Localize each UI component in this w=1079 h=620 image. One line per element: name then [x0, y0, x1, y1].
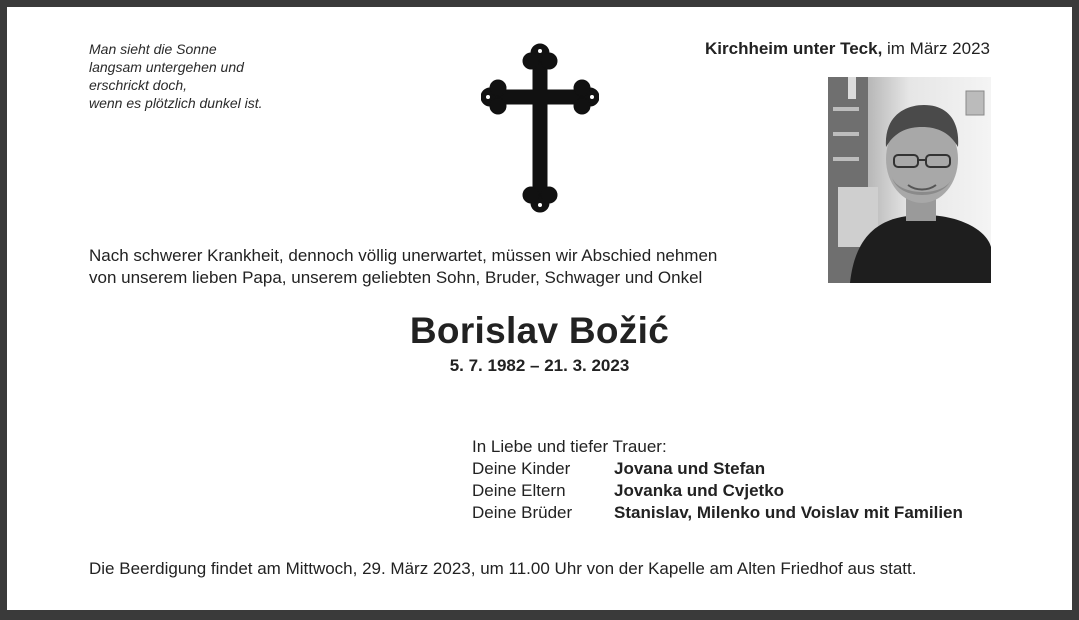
mourner-row	[472, 458, 963, 480]
poem-line: Man sieht die Sonne	[89, 41, 217, 57]
mourners-block	[472, 436, 963, 524]
funeral-notice: Die Beerdigung findet am Mittwoch, 29. März 2023, um 11.00 Uhr von der Kapelle am Alten Friedhof aus statt.	[89, 559, 917, 578]
intro-text	[89, 245, 717, 289]
intro-line: Nach schwerer Krankheit, dennoch völlig unerwartet, müssen wir Abschied nehmen	[89, 246, 718, 265]
mourner-names: Jovanka und Cvjetko	[614, 481, 785, 500]
life-dates: 5. 7. 1982 – 21. 3. 2023	[449, 356, 630, 375]
mourning-heading: In Liebe und tiefer Trauer:	[472, 437, 667, 456]
poem-line: erschrickt doch,	[89, 77, 188, 93]
mourner-names: Jovana und Stefan	[614, 459, 766, 478]
poem-line: langsam untergehen und	[89, 59, 244, 75]
intro-line: von unserem lieben Papa, unserem geliebten Sohn, Bruder, Schwager und Onkel	[89, 268, 703, 287]
deceased-name: Borislav Božić	[409, 310, 670, 351]
poem	[89, 40, 349, 112]
mourner-relation: Deine Brüder	[472, 503, 573, 522]
date-text: im März 2023	[882, 39, 990, 58]
mourner-row	[472, 480, 963, 502]
cross-bottony-icon	[481, 42, 599, 214]
poem-line: wenn es plötzlich dunkel ist.	[89, 95, 263, 111]
mourner-row	[472, 502, 963, 524]
mourner-relation: Deine Kinder	[472, 459, 571, 478]
portrait-photo	[828, 77, 991, 283]
place-name: Kirchheim unter Teck,	[705, 39, 883, 58]
mourner-names: Stanislav, Milenko und Voislav mit Familien	[614, 503, 963, 522]
mourner-relation: Deine Eltern	[472, 481, 566, 500]
place-date	[705, 39, 990, 59]
